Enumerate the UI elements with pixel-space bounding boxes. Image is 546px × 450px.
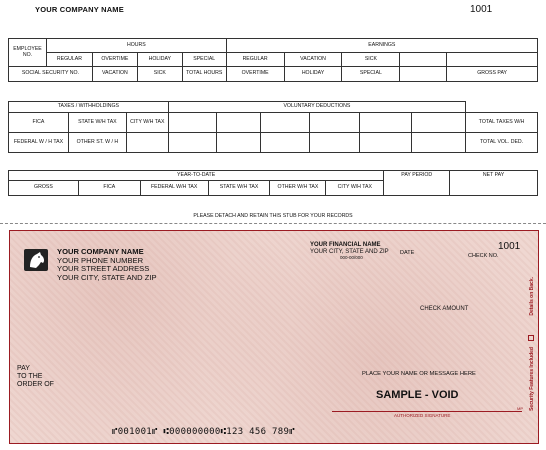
blank-cell bbox=[260, 113, 310, 133]
company-phone: YOUR PHONE NUMBER bbox=[57, 255, 144, 265]
blank-cell bbox=[216, 113, 260, 133]
blank-cell bbox=[310, 113, 360, 133]
check-number: 1001 bbox=[470, 4, 493, 15]
pay-to-label bbox=[17, 365, 54, 389]
company-street: YOUR STREET ADDRESS bbox=[57, 264, 150, 273]
ytd-gross-label: GROSS bbox=[9, 181, 79, 196]
vacation-earnings-label: VACATION bbox=[284, 53, 342, 67]
order-of-line: ORDER OF bbox=[17, 381, 54, 388]
blank-cell bbox=[447, 53, 538, 67]
vacation-hours-label: VACATION bbox=[92, 67, 137, 82]
blank-cell bbox=[168, 133, 216, 153]
federal-wh-label: FEDERAL W / H TAX bbox=[9, 133, 69, 153]
other-state-wh-label: OTHER ST. W / H bbox=[68, 133, 126, 153]
check-no-label: CHECK NO. bbox=[468, 253, 499, 259]
regular-earnings-label: REGULAR bbox=[226, 53, 284, 67]
fica-label: FICA bbox=[9, 113, 69, 133]
routing-fraction: 000-00/000 bbox=[340, 255, 363, 261]
total-hours-label: TOTAL HOURS bbox=[182, 67, 226, 82]
blank-cell bbox=[360, 133, 412, 153]
blank-cell bbox=[400, 53, 447, 67]
gross-pay-label: GROSS PAY bbox=[447, 67, 538, 82]
ssn-label: SOCIAL SECURITY NO. bbox=[9, 67, 93, 82]
void-text: SAMPLE - VOID bbox=[376, 389, 459, 401]
check bbox=[9, 230, 539, 444]
total-taxes-label: TOTAL TAXES W/H bbox=[466, 113, 538, 133]
ytd-federal-label: FEDERAL W/H TAX bbox=[140, 181, 208, 196]
holiday-hours-label: HOLIDAY bbox=[137, 53, 182, 67]
details-on-back: Details on Back. bbox=[529, 277, 535, 316]
blank-cell bbox=[360, 113, 412, 133]
blank-cell bbox=[216, 133, 260, 153]
company-logo bbox=[24, 249, 48, 271]
hours-title: HOURS bbox=[46, 39, 226, 53]
regular-hours-label: REGULAR bbox=[46, 53, 92, 67]
special-hours-label: SPECIAL bbox=[182, 53, 226, 67]
ytd-table bbox=[8, 170, 538, 196]
city-wh-label: CITY W/H TAX bbox=[126, 113, 168, 133]
taxes-table bbox=[8, 101, 538, 153]
mp-mark: MP bbox=[517, 406, 523, 411]
pay-period-label: PAY PERIOD bbox=[384, 171, 450, 196]
blank-cell bbox=[466, 102, 538, 113]
horse-logo-icon bbox=[24, 249, 48, 271]
sick-hours-label: SICK bbox=[137, 67, 182, 82]
date-label: DATE bbox=[400, 250, 415, 256]
blank-cell bbox=[168, 113, 216, 133]
state-wh-label: STATE W/H TAX bbox=[68, 113, 126, 133]
authorized-signature-label: AUTHORIZED SIGNATURE bbox=[394, 413, 451, 418]
earnings-title: EARNINGS bbox=[226, 39, 537, 53]
security-side-text bbox=[527, 277, 541, 445]
ytd-fica-label: FICA bbox=[78, 181, 140, 196]
blank-cell bbox=[412, 113, 466, 133]
total-vol-ded-label: TOTAL VOL. DED. bbox=[466, 133, 538, 153]
blank-cell bbox=[400, 67, 447, 82]
blank-cell bbox=[412, 133, 466, 153]
micr-line: ⑈001001⑈ ⑆000000000⑆123 456 789⑈ bbox=[112, 427, 295, 437]
financial-name: YOUR FINANCIAL NAME bbox=[310, 242, 381, 248]
ytd-city-label: CITY W/H TAX bbox=[326, 181, 384, 196]
message-line: PLACE YOUR NAME OR MESSAGE HERE bbox=[362, 371, 476, 377]
financial-city: YOUR CITY, STATE AND ZIP bbox=[310, 248, 389, 255]
detach-instruction: PLEASE DETACH AND RETAIN THIS STUB FOR YOUR RECORDS bbox=[193, 213, 353, 219]
blank-cell bbox=[260, 133, 310, 153]
voluntary-title: VOLUNTARY DEDUCTIONS bbox=[168, 102, 465, 113]
company-block bbox=[57, 248, 157, 282]
taxes-title: TAXES / WITHHOLDINGS bbox=[9, 102, 169, 113]
net-pay-label: NET PAY bbox=[450, 171, 538, 196]
special-earnings-label: SPECIAL bbox=[342, 67, 400, 82]
check-company-name: YOUR COMPANY NAME bbox=[57, 247, 144, 256]
company-name: YOUR COMPANY NAME bbox=[35, 5, 124, 14]
blank-cell bbox=[126, 133, 168, 153]
financial-block bbox=[310, 242, 389, 262]
company-city: YOUR CITY, STATE AND ZIP bbox=[57, 272, 157, 282]
padlock-icon bbox=[528, 335, 534, 341]
employee-no-label: EMPLOYEE NO. bbox=[9, 39, 47, 67]
hours-earnings-table bbox=[8, 38, 538, 82]
overtime-hours-label: OVERTIME bbox=[92, 53, 137, 67]
blank-cell bbox=[310, 133, 360, 153]
pay-line: PAY bbox=[17, 365, 30, 372]
perforation-line bbox=[0, 223, 546, 224]
overtime-earnings-label: OVERTIME bbox=[226, 67, 284, 82]
signature-line bbox=[332, 411, 522, 412]
check-amount-label: CHECK AMOUNT bbox=[420, 306, 469, 312]
check-number-top: 1001 bbox=[498, 241, 521, 252]
ytd-state-label: STATE W/H TAX bbox=[208, 181, 270, 196]
ytd-other-label: OTHER W/H TAX bbox=[270, 181, 326, 196]
sick-earnings-label: SICK bbox=[342, 53, 400, 67]
ytd-title: YEAR-TO-DATE bbox=[9, 171, 384, 181]
holiday-earnings-label: HOLIDAY bbox=[284, 67, 342, 82]
to-the-line: TO THE bbox=[17, 373, 43, 380]
security-features: Security Features Included bbox=[529, 347, 535, 411]
